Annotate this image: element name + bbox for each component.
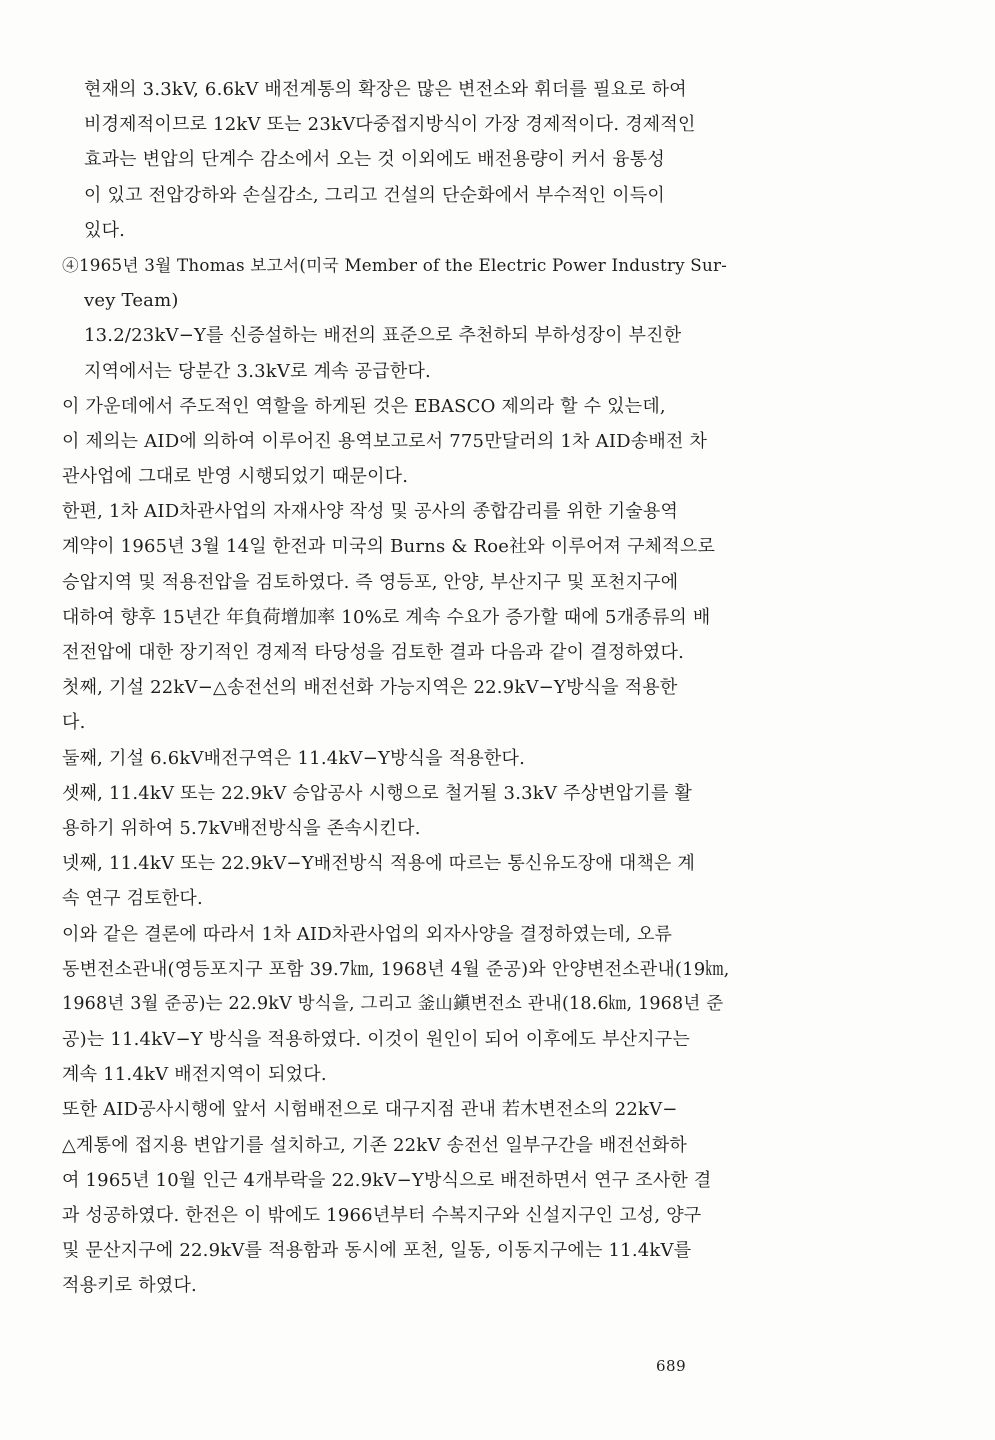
text-line: vey Team) — [84, 290, 179, 312]
text-line: 이 있고 전압강하와 손실감소, 그리고 건설의 단순화에서 부수적인 이득이 — [84, 184, 665, 206]
text-line: 둘째, 기설 6.6kV배전구역은 11.4kV−Y방식을 적용한다. — [62, 747, 526, 769]
text-line: 이 제의는 AID에 의하여 이루어진 용역보고로서 775만달러의 1차 AID송배전 차 — [62, 430, 708, 452]
text-line: 계약이 1965년 3월 14일 한전과 미국의 Burns & Roe社와 이루어져 구체적으로 — [62, 536, 716, 558]
text-line: 적용키로 하였다. — [62, 1275, 197, 1297]
text-line: 비경제적이므로 12kV 또는 23kV다중접지방식이 가장 경제적이다. 경제적인 — [84, 114, 696, 136]
text-line: 및 문산지구에 22.9kV를 적용함과 동시에 포천, 일동, 이동지구에는 11.4kV를 — [62, 1240, 692, 1262]
text-line: 공)는 11.4kV−Y 방식을 적용하였다. 이것이 원인이 되어 이후에도 부산지구는 — [62, 1029, 690, 1051]
text-line: 다. — [62, 712, 86, 734]
text-line: 효과는 변압의 단계수 감소에서 오는 것 이외에도 배전용량이 커서 융통성 — [84, 149, 665, 171]
text-line: 현재의 3.3kV, 6.6kV 배전계통의 확장은 많은 변전소와 휘더를 필요로 하여 — [84, 79, 687, 100]
text-line: 이 가운데에서 주도적인 역할을 하게된 것은 EBASCO 제의라 할 수 있는데, — [62, 395, 666, 417]
text-line: 1968년 3월 준공)는 22.9kV 방식을, 그리고 釜山鎭변전소 관내(18.6㎞, 1968년 준 — [62, 993, 724, 1014]
body-text — [62, 72, 730, 1304]
page-number: 689 — [656, 1357, 687, 1375]
text-line: 속 연구 검토한다. — [62, 888, 203, 910]
text-line: 계속 11.4kV 배전지역이 되었다. — [62, 1064, 327, 1086]
text-line: 넷째, 11.4kV 또는 22.9kV−Y배전방식 적용에 따르는 통신유도장애 대책은 계 — [62, 853, 696, 875]
text-line: 동변전소관내(영등포지구 포함 39.7㎞, 1968년 4월 준공)와 안양변전소관내(19㎞, — [62, 958, 730, 980]
text-line: 또한 AID공사시행에 앞서 시험배전으로 대구지점 관내 若木변전소의 22kV− — [62, 1099, 678, 1121]
text-line: 과 성공하였다. 한전은 이 밖에도 1966년부터 수복지구와 신설지구인 고성, 양구 — [62, 1205, 702, 1226]
text-line: △계통에 접지용 변압기를 설치하고, 기존 22kV 송전선 일부구간을 배전선화하 — [62, 1134, 687, 1156]
text-line: 있다. — [84, 219, 126, 241]
text-line: 여 1965년 10월 인근 4개부락을 22.9kV−Y방식으로 배전하면서 연구 조사한 결 — [62, 1169, 712, 1191]
text-line: 승압지역 및 적용전압을 검토하였다. 즉 영등포, 안양, 부산지구 및 포천지구에 — [62, 571, 679, 593]
text-line: 첫째, 기설 22kV−△송전선의 배전선화 가능지역은 22.9kV−Y방식을 적용한 — [62, 677, 678, 699]
text-line: 셋째, 11.4kV 또는 22.9kV 승압공사 시행으로 철거될 3.3kV 주상변압기를 활 — [62, 782, 693, 804]
text-line: ④1965년 3월 Thomas 보고서(미국 Member of the Electric Power Industry Sur- — [62, 254, 728, 275]
text-line: 관사업에 그대로 반영 시행되었기 때문이다. — [62, 466, 409, 488]
text-line: 용하기 위하여 5.7kV배전방식을 존속시킨다. — [62, 817, 421, 839]
text-line: 지역에서는 당분간 3.3kV로 계속 공급한다. — [84, 360, 431, 382]
text-line: 이와 같은 결론에 따라서 1차 AID차관사업의 외자사양을 결정하였는데, 오류 — [62, 923, 673, 945]
text-line: 한편, 1차 AID차관사업의 자재사양 작성 및 공사의 종합감리를 위한 기술용역 — [62, 501, 679, 523]
text-line: 대하여 향후 15년간 年負荷增加率 10%로 계속 수요가 증가할 때에 5개종류의 배 — [62, 606, 711, 628]
text-line: 13.2/23kV−Y를 신증설하는 배전의 표준으로 추천하되 부하성장이 부진한 — [84, 325, 682, 347]
text-line: 전전압에 대한 장기적인 경제적 타당성을 검토한 결과 다음과 같이 결정하였다. — [62, 642, 685, 663]
